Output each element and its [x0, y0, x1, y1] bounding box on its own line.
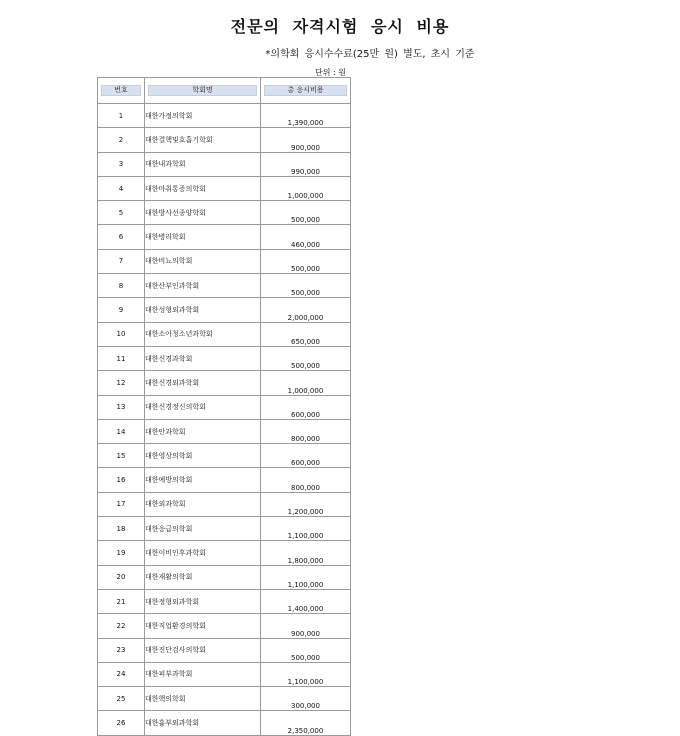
row-total-fee: 600,000 — [261, 444, 351, 468]
row-number: 10 — [98, 322, 145, 346]
table-row — [98, 492, 351, 516]
row-number: 16 — [98, 468, 145, 492]
row-number: 25 — [98, 687, 145, 711]
row-society-name: 대한핵의학회 — [145, 687, 261, 711]
header-number-label: 번호 — [101, 85, 141, 96]
row-society-name: 대한가정의학회 — [145, 104, 261, 128]
table-row — [98, 711, 351, 735]
row-number: 8 — [98, 274, 145, 298]
row-society-name: 대한이비인후과학회 — [145, 541, 261, 565]
row-society-name: 대한산부인과학회 — [145, 274, 261, 298]
row-society-name: 대한결핵및호흡기학회 — [145, 128, 261, 152]
row-society-name: 대한병리학회 — [145, 225, 261, 249]
row-number: 22 — [98, 614, 145, 638]
row-society-name: 대한예방의학회 — [145, 468, 261, 492]
table-row — [98, 565, 351, 589]
table-row — [98, 662, 351, 686]
row-total-fee: 500,000 — [261, 249, 351, 273]
table-row — [98, 225, 351, 249]
row-total-fee: 1,400,000 — [261, 589, 351, 613]
row-society-name: 대한안과학회 — [145, 419, 261, 443]
row-total-fee: 500,000 — [261, 274, 351, 298]
header-total-fee — [261, 78, 351, 104]
table-row — [98, 128, 351, 152]
row-total-fee: 990,000 — [261, 152, 351, 176]
table-row — [98, 371, 351, 395]
row-number: 20 — [98, 565, 145, 589]
row-society-name: 대한소아청소년과학회 — [145, 322, 261, 346]
row-society-name: 대한진단검사의학회 — [145, 638, 261, 662]
table-row — [98, 589, 351, 613]
row-total-fee: 650,000 — [261, 322, 351, 346]
row-total-fee: 800,000 — [261, 468, 351, 492]
row-society-name: 대한직업환경의학회 — [145, 614, 261, 638]
row-total-fee: 1,000,000 — [261, 371, 351, 395]
row-total-fee: 1,100,000 — [261, 517, 351, 541]
row-total-fee: 800,000 — [261, 419, 351, 443]
table-row — [98, 638, 351, 662]
row-number: 17 — [98, 492, 145, 516]
row-total-fee: 460,000 — [261, 225, 351, 249]
row-society-name: 대한신경외과학회 — [145, 371, 261, 395]
header-number — [98, 78, 145, 104]
table-row — [98, 614, 351, 638]
row-society-name: 대한정형외과학회 — [145, 589, 261, 613]
row-total-fee: 1,100,000 — [261, 565, 351, 589]
table-row — [98, 346, 351, 370]
row-total-fee: 900,000 — [261, 614, 351, 638]
table-row — [98, 176, 351, 200]
row-number: 18 — [98, 517, 145, 541]
row-number: 7 — [98, 249, 145, 273]
table-row — [98, 419, 351, 443]
table-row — [98, 249, 351, 273]
table-row — [98, 395, 351, 419]
table-row — [98, 322, 351, 346]
row-total-fee: 2,350,000 — [261, 711, 351, 735]
unit-label: 단위 : 원 — [315, 68, 346, 77]
row-total-fee: 900,000 — [261, 128, 351, 152]
table-row — [98, 444, 351, 468]
header-society-name-label: 학회명 — [148, 85, 257, 96]
row-society-name: 대한재활의학회 — [145, 565, 261, 589]
row-total-fee: 600,000 — [261, 395, 351, 419]
header-total-fee-label: 총 응시비용 — [264, 85, 347, 96]
row-society-name: 대한신경정신의학회 — [145, 395, 261, 419]
row-society-name: 대한성형외과학회 — [145, 298, 261, 322]
row-total-fee: 1,100,000 — [261, 662, 351, 686]
document-title: 전문의 자격시험 응시 비용 — [230, 17, 450, 36]
row-society-name: 대한응급의학회 — [145, 517, 261, 541]
row-society-name: 대한외과학회 — [145, 492, 261, 516]
row-number: 12 — [98, 371, 145, 395]
table-row — [98, 517, 351, 541]
row-society-name: 대한피부과학회 — [145, 662, 261, 686]
row-total-fee: 300,000 — [261, 687, 351, 711]
row-number: 11 — [98, 346, 145, 370]
row-total-fee: 1,800,000 — [261, 541, 351, 565]
row-society-name: 대한영상의학회 — [145, 444, 261, 468]
row-number: 21 — [98, 589, 145, 613]
row-number: 4 — [98, 176, 145, 200]
table-row — [98, 201, 351, 225]
row-society-name: 대한흉부외과학회 — [145, 711, 261, 735]
table-row — [98, 541, 351, 565]
table-row — [98, 152, 351, 176]
row-society-name: 대한내과학회 — [145, 152, 261, 176]
row-number: 5 — [98, 201, 145, 225]
header-society-name — [145, 78, 261, 104]
exam-fee-table — [97, 77, 351, 736]
row-total-fee: 500,000 — [261, 346, 351, 370]
fee-note: *의학회 응시수수료(25만 원) 별도, 초시 기준 — [265, 49, 475, 60]
row-number: 14 — [98, 419, 145, 443]
table-body — [98, 104, 351, 736]
table-header-row — [98, 78, 351, 104]
table-row — [98, 298, 351, 322]
row-total-fee: 1,390,000 — [261, 104, 351, 128]
row-number: 19 — [98, 541, 145, 565]
row-number: 9 — [98, 298, 145, 322]
row-number: 24 — [98, 662, 145, 686]
row-total-fee: 1,200,000 — [261, 492, 351, 516]
row-society-name: 대한방사선종양학회 — [145, 201, 261, 225]
table-row — [98, 104, 351, 128]
row-society-name: 대한신경과학회 — [145, 346, 261, 370]
row-society-name: 대한마취통증의학회 — [145, 176, 261, 200]
row-number: 23 — [98, 638, 145, 662]
row-number: 15 — [98, 444, 145, 468]
row-society-name: 대한비뇨의학회 — [145, 249, 261, 273]
table-row — [98, 468, 351, 492]
row-number: 2 — [98, 128, 145, 152]
row-number: 26 — [98, 711, 145, 735]
row-number: 13 — [98, 395, 145, 419]
table-row — [98, 687, 351, 711]
row-number: 1 — [98, 104, 145, 128]
row-total-fee: 2,000,000 — [261, 298, 351, 322]
row-total-fee: 1,000,000 — [261, 176, 351, 200]
row-total-fee: 500,000 — [261, 638, 351, 662]
row-total-fee: 500,000 — [261, 201, 351, 225]
row-number: 3 — [98, 152, 145, 176]
table-row — [98, 274, 351, 298]
row-number: 6 — [98, 225, 145, 249]
